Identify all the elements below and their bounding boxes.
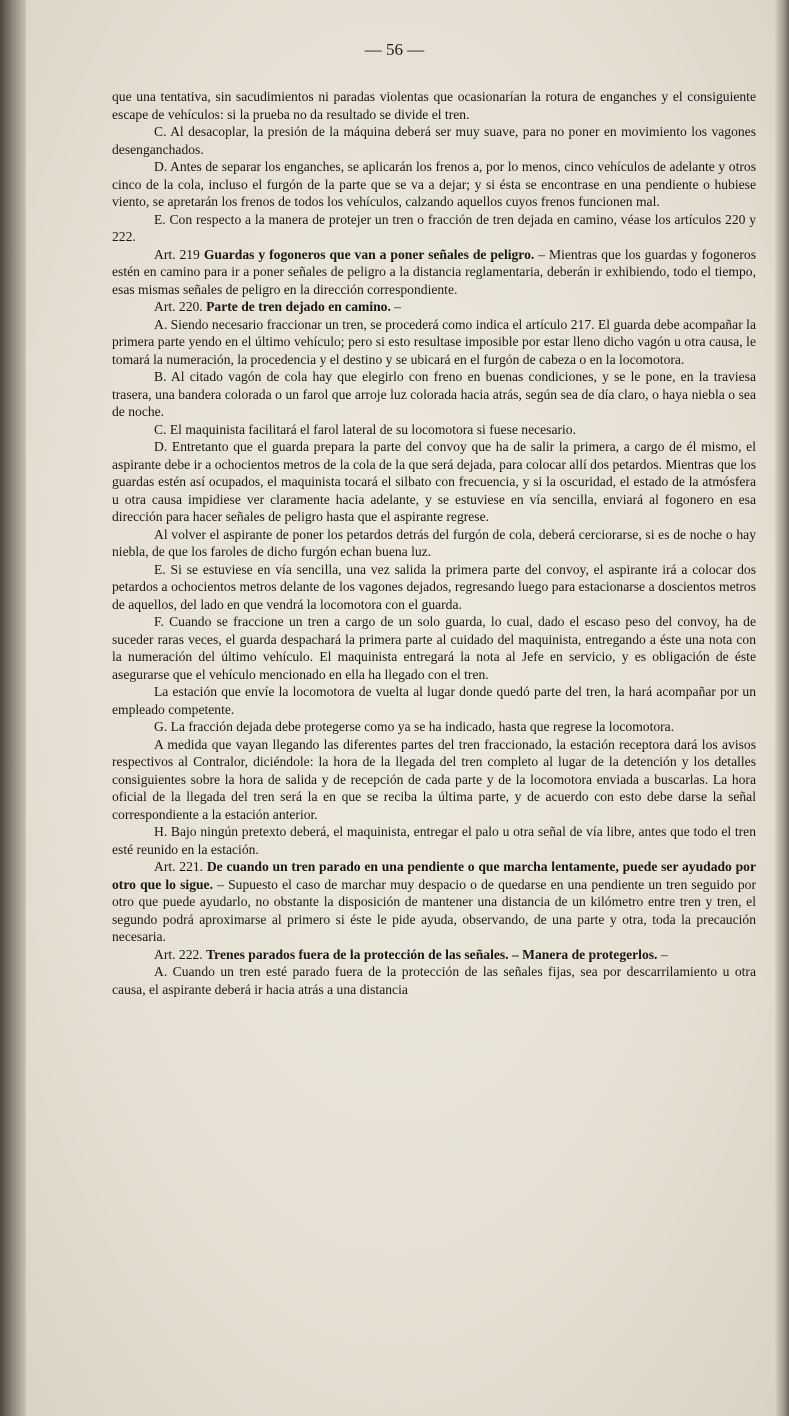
page-body — [112, 88, 756, 998]
paragraph: A. Cuando un tren esté parado fuera de la protección de las señales fijas, sea por descarrilamiento u otra causa, el aspirante deberá ir hacia atrás a una distancia — [112, 964, 756, 997]
paragraph: D. Entretanto que el guarda prepara la parte del convoy que ha de salir la primera, a cargo de él mismo, el aspirante debe ir a ochocientos metros de la cola de la que será dejada, para colocar allí dos petardos. Mientras que los guardas estén así ocupados, el maquinista tocará el silbato con frecuencia, y si la oscuridad, el estado de la atmósfera u otra causa impidiese ver claramente hacia adelante, y se estuviese en vía sencilla, enviará al fogonero en esa dirección para hacer señales de peligro hasta que el aspirante regrese. — [112, 439, 756, 524]
paragraph: La estación que envíe la locomotora de vuelta al lugar donde quedó parte del tren, la hará acompañar por un empleado competente. — [112, 684, 756, 717]
article-number: Art. 221. — [154, 859, 204, 874]
article-219: Art. 219 Guardas y fogoneros que van a poner señales de peligro. – Mientras que los guardas y fogoneros estén en camino para ir a poner señales de peligro a la distancia reglamentaria, deberán ir exhibiendo, todo el tiempo, esas mismas señales de peligro en la dirección correspondiente. — [112, 246, 756, 297]
article-heading: Trenes parados fuera de la protección de las señales. – Manera de protegerlos. — [206, 946, 658, 962]
paragraph: C. Al desacoplar, la presión de la máquina deberá ser muy suave, para no poner en movimiento los vagones desenganchados. — [112, 124, 756, 157]
paragraph: Al volver el aspirante de poner los petardos detrás del furgón de cola, deberá cerciorarse, si es de noche o hay niebla, de que los faroles de dicho furgón echan buena luz. — [112, 526, 756, 559]
paragraph: B. Al citado vagón de cola hay que elegirlo con freno en buenas condiciones, y se le pone, en la traviesa trasera, una bandera colorada o un farol que arroje luz colorada hacia atrás, según sea de día claro, o haya niebla o sea de noche. — [112, 369, 756, 419]
article-number: Art. 220. — [154, 299, 203, 314]
article-220: Art. 220. Parte de tren dejado en camino. – — [154, 299, 402, 314]
paragraph: F. Cuando se fraccione un tren a cargo de un solo guarda, lo cual, dado el escaso peso del convoy, ha de suceder raras veces, el guarda despachará la primera parte al cuidado del maquinista, entregando a éste una nota con la numeración del último vehículo. El maquinista entregará la nota al Jefe en servicio, y es obligación de éste asegurarse que el vehículo mencionado en ella ha llegado con el tren. — [112, 614, 756, 682]
paragraph: H. Bajo ningún pretexto deberá, el maquinista, entregar el palo u otra señal de vía libre, antes que todo el tren esté reunido en la estación. — [112, 824, 756, 857]
article-heading: Parte de tren dejado en camino. — [206, 299, 391, 314]
paragraph: C. El maquinista facilitará el farol lateral de su locomotora si fuese necesario. — [154, 421, 576, 437]
paragraph: que una tentativa, sin sacudimientos ni paradas violentas que ocasionarían la rotura de enganches y el consiguiente escape de vehículos: si la prueba no da resultado se divide el tren. — [112, 89, 756, 122]
article-number: Art. 222. — [154, 946, 203, 962]
paragraph: D. Antes de separar los enganches, se aplicarán los frenos a, por lo menos, cinco vehículos de adelante y otros cinco de la cola, incluso el furgón de la parte que se va a dejar; y si ésta se encontrase en una pendiente o hubiese viento, se apretarán los frenos de todos los vehículos, calzando aquellos cuyos frenos funcionen mal. — [112, 159, 756, 209]
article-heading: Guardas y fogoneros que van a poner señales de peligro. — [203, 246, 535, 262]
paragraph: A medida que vayan llegando las diferentes partes del tren fraccionado, la estación receptora dará los avisos respectivos al Contralor, diciéndole: la hora de la llegada del tren completo al lugar de la detención y los detalles consiguientes sobre la hora de salida y de recepción de cada parte y de la locomotora enviada a buscarlas. La hora oficial de la llegada del tren será la en que se reciba la última parte, y de acuerdo con esto debe darse la señal correspondiente a la estación anterior. — [112, 736, 756, 822]
page-number: — 56 — — [364, 40, 425, 59]
book-binding-shadow — [0, 0, 26, 1416]
page-edge-shadow — [775, 0, 789, 1416]
paragraph: E. Con respecto a la manera de protejer un tren o fracción de tren dejada en camino, véase los artículos 220 y 222. — [112, 211, 756, 244]
article-221: Art. 221. De cuando un tren parado en una pendiente o que marcha lentamente, puede ser ayudado por otro que lo sigue. – Supuesto el caso de marchar muy despacio o de quedarse en una pendiente un tren seguido por otro que puede ayudarlo, no obstante la disposición de mantener una distancia de un kilómetro entre tren y tren, el segundo podrá aproximarse al primero si éste le pide ayuda, observando, de una parte y otra, toda la precaución necesaria. — [112, 859, 756, 944]
paragraph: E. Si se estuviese en vía sencilla, una vez salida la primera parte del convoy, el aspirante irá a colocar dos petardos a ochocientos metros delante de los vagones dejados, regresando luego para estacionarse a doscientos metros de aquellos, del lado en que vendrá la locomotora con el guarda. — [112, 561, 756, 612]
paragraph: A. Siendo necesario fraccionar un tren, se procederá como indica el artículo 217. El guarda debe acompañar la primera parte yendo en el último vehículo; pero si esto resultase imposible por estar lleno dicho vagón u otra causa, le tomará la numeración, la procedencia y el destino y se ubicará en el furgón de cabeza o en la locomotora. — [112, 316, 756, 367]
article-222: Art. 222. Trenes parados fuera de la protección de las señales. – Manera de protegerlos. – — [154, 946, 668, 962]
article-number: Art. 219 — [154, 246, 200, 262]
paragraph: G. La fracción dejada debe protegerse como ya se ha indicado, hasta que regrese la locomotora. — [154, 719, 675, 734]
article-heading: De cuando un tren parado en una pendiente o que marcha lentamente, puede ser ayudado por otro que lo sigue. — [112, 859, 756, 892]
